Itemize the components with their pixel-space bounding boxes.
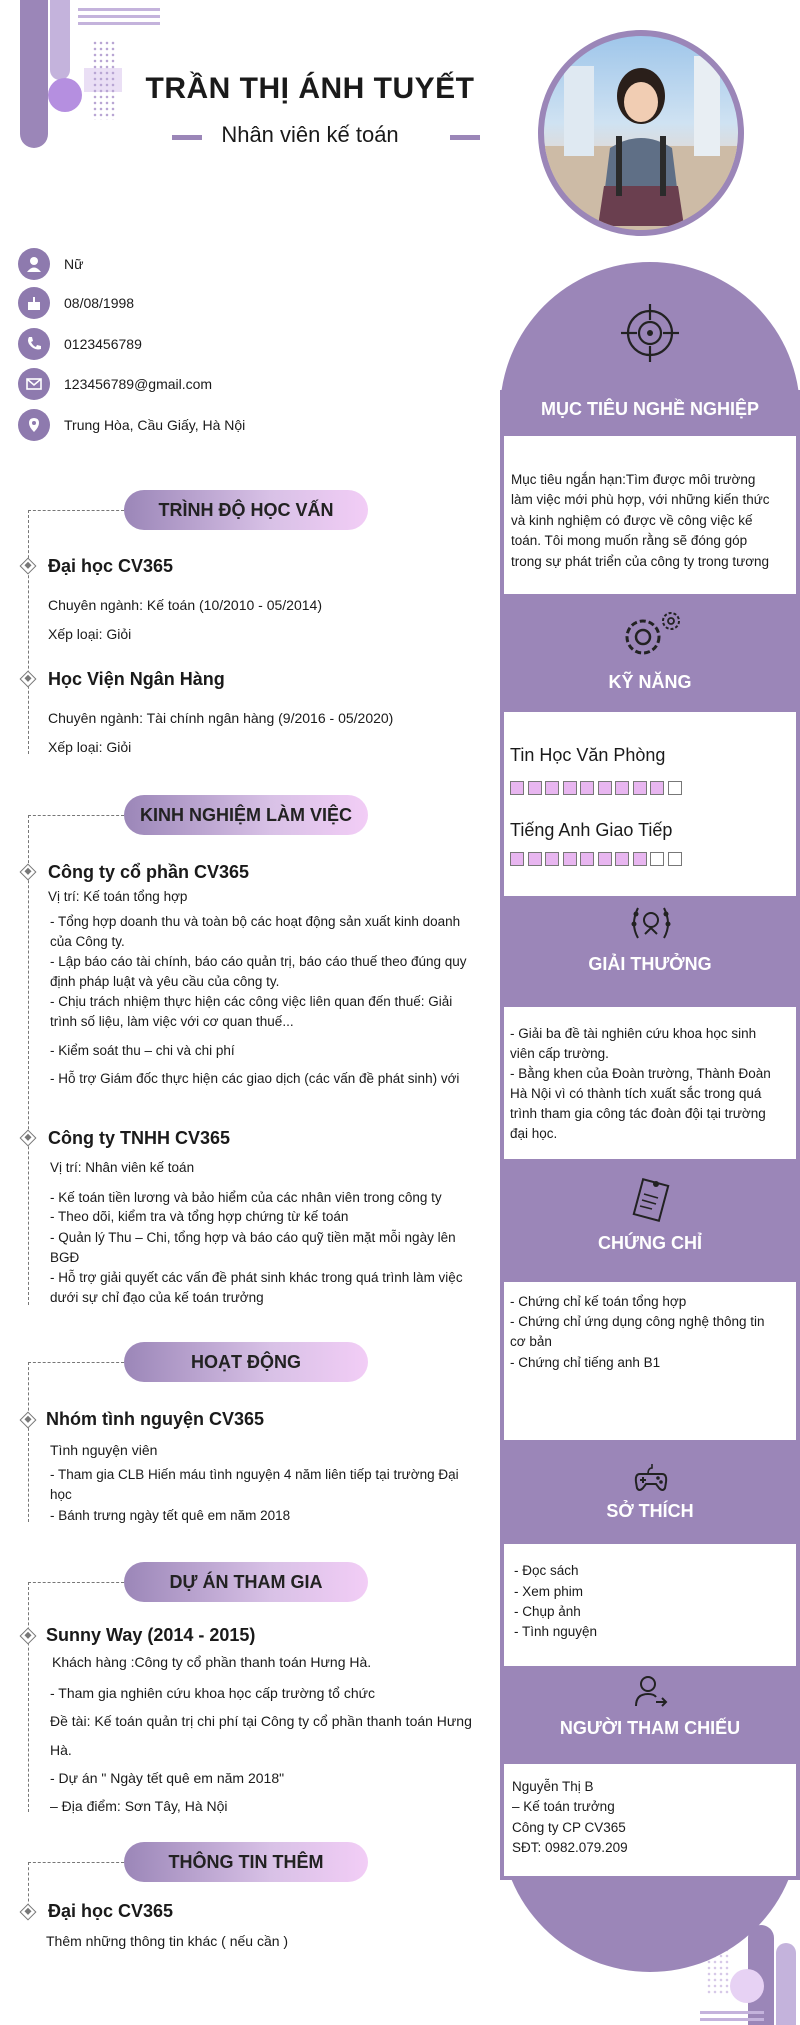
company-2-duty: - Theo dõi, kiểm tra và tổng hợp chứng từ kế toán <box>50 1209 349 1224</box>
company-2-duty: BGĐ <box>50 1250 80 1265</box>
company-1-duty: - Hỗ trợ Giám đốc thực hiện các giao dịch (các vấn đề phát sinh) với <box>50 1071 460 1086</box>
company-2-name: Công ty TNHH CV365 <box>48 1128 231 1148</box>
timeline-line <box>28 510 29 754</box>
timeline-marker <box>20 1130 37 1147</box>
dob-text: 08/08/1998 <box>64 295 135 311</box>
project-client: Khách hàng :Công ty cổ phần thanh toán Hưng Hà. <box>52 1654 372 1670</box>
objective-line: Mục tiêu ngắn hạn:Tìm được môi trường <box>511 472 756 487</box>
company-1-duty: của Công ty. <box>50 934 125 949</box>
title-line-right <box>450 135 480 140</box>
candidate-name: TRẦN THỊ ÁNH TUYẾT <box>145 72 475 105</box>
certificate-line: - Chứng chỉ ứng dụng công nghệ thông tin <box>510 1314 765 1329</box>
activity-role: Tình nguyện viên <box>50 1442 158 1458</box>
address-text: Trung Hòa, Cầu Giấy, Hà Nội <box>64 417 246 433</box>
timeline-marker <box>20 671 37 688</box>
laurel-icon <box>628 900 674 949</box>
education-major-2: Chuyên ngành: Tài chính ngân hàng (9/2016 - 05/2020) <box>48 710 394 726</box>
gender-text: Nữ <box>64 256 84 272</box>
project-detail: – Địa điểm: Sơn Tây, Hà Nội <box>50 1798 228 1814</box>
extra-school: Đại học CV365 <box>48 1901 174 1921</box>
hobby-item: - Đọc sách <box>514 1563 579 1578</box>
timeline-connector <box>28 1582 124 1583</box>
activity-detail: học <box>50 1487 72 1502</box>
hobby-item: - Xem phim <box>514 1584 584 1599</box>
objective-line: làm việc mới phù hợp, với những kiến thức <box>511 492 770 507</box>
timeline-marker <box>20 864 37 881</box>
timeline-line <box>28 1582 29 1812</box>
skill-name-2: Tiếng Anh Giao Tiếp <box>510 820 673 840</box>
reference-line: – Kế toán trưởng <box>512 1799 615 1814</box>
reference-line: Nguyễn Thị B <box>512 1779 594 1794</box>
extra-heading: THÔNG TIN THÊM <box>124 1842 368 1882</box>
timeline-connector <box>28 815 124 816</box>
objective-line: và kinh nghiệm có được về công việc kế <box>511 513 753 528</box>
contact-address <box>18 409 245 441</box>
award-line: - Giải ba đề tài nghiên cứu khoa học sinh <box>510 1026 757 1041</box>
skill-level-square <box>650 781 664 795</box>
skill-level-square <box>580 781 594 795</box>
contact-dob <box>18 287 134 319</box>
award-line: Hà Nội vì có thành tích xuất sắc trong quá <box>510 1086 762 1101</box>
skill-level-square <box>545 781 559 795</box>
extra-note: Thêm những thông tin khác ( nếu cần ) <box>46 1933 289 1949</box>
award-line: viên cấp trường. <box>510 1046 609 1061</box>
hobby-item: - Chụp ảnh <box>514 1604 581 1619</box>
skill-level-square <box>528 852 542 866</box>
skill-level-square <box>580 852 594 866</box>
timeline-connector <box>28 1862 124 1863</box>
timeline-line <box>28 1362 29 1522</box>
phone-text[interactable]: 0123456789 <box>64 336 142 352</box>
crosshair-icon <box>619 302 681 369</box>
skill-level-square <box>615 852 629 866</box>
skill-level-square <box>563 781 577 795</box>
company-1-duty: - Tổng hợp doanh thu và toàn bộ các hoạt động sản xuất kinh doanh <box>50 914 461 929</box>
timeline-marker <box>20 1628 37 1645</box>
project-detail: Đề tài: Kế toán quản trị chi phí tại Công ty cổ phần thanh toán Hưng <box>50 1713 472 1729</box>
skill-level-square <box>510 852 524 866</box>
project-detail: - Tham gia nghiên cứu khoa học cấp trường tổ chức <box>50 1685 375 1701</box>
activities-heading: HOẠT ĐỘNG <box>124 1342 368 1382</box>
company-2-duty: - Kế toán tiền lương và bảo hiểm của các nhân viên trong công ty <box>50 1190 442 1205</box>
company-1-duty: - Lập báo cáo tài chính, báo cáo quản trị, báo cáo thuế theo đúng quy <box>50 954 467 969</box>
references-heading: NGƯỜI THAM CHIẾU <box>510 1708 790 1748</box>
skills-heading: KỸ NĂNG <box>510 662 790 702</box>
company-1-duty: định pháp luật và yêu cầu của công ty. <box>50 974 280 989</box>
profile-photo <box>538 30 744 236</box>
company-1-position: Vị trí: Kế toán tổng hợp <box>48 889 188 904</box>
skill-level-square <box>563 852 577 866</box>
timeline-connector <box>28 1362 124 1363</box>
experience-heading: KINH NGHIỆM LÀM VIỆC <box>124 795 368 835</box>
awards-heading: GIẢI THƯỞNG <box>510 944 790 984</box>
project-name: Sunny Way (2014 - 2015) <box>46 1625 256 1645</box>
skill-level-square <box>650 852 664 866</box>
education-rank-1: Xếp loại: Giỏi <box>48 626 132 642</box>
company-2-duty: - Hỗ trợ giải quyết các vấn đề phát sinh khác trong quá trình làm việc <box>50 1270 463 1285</box>
timeline-marker <box>20 558 37 575</box>
company-2-duty: dưới sự chỉ đạo của kế toán trưởng <box>50 1290 264 1305</box>
certificates-heading: CHỨNG CHỈ <box>510 1223 790 1263</box>
skill-level-square <box>598 781 612 795</box>
timeline-connector <box>28 510 124 511</box>
project-detail: - Dự án " Ngày tết quê em năm 2018" <box>50 1770 285 1786</box>
skill-level-square <box>633 781 647 795</box>
activity-detail: - Bánh trưng ngày tết quê em năm 2018 <box>50 1508 291 1523</box>
activity-detail: - Tham gia CLB Hiến máu tình nguyện 4 năm liên tiếp tại trường Đại <box>50 1467 459 1482</box>
objective-line: trong sự phát triển của công ty trong tương <box>511 554 770 569</box>
company-1-duty: - Kiểm soát thu – chi và chi phí <box>50 1043 235 1058</box>
map-pin-icon <box>18 409 50 441</box>
user-icon <box>18 248 50 280</box>
certificate-line: cơ bản <box>510 1334 552 1349</box>
education-heading: TRÌNH ĐỘ HỌC VẤN <box>124 490 368 530</box>
company-1-name: Công ty cổ phần CV365 <box>48 862 250 882</box>
skill-level-square <box>668 852 682 866</box>
birthday-cake-icon <box>18 287 50 319</box>
company-2-position: Vị trí: Nhân viên kế toán <box>50 1160 195 1175</box>
certificate-line: - Chứng chỉ tiếng anh B1 <box>510 1355 661 1370</box>
gears-icon <box>615 605 685 668</box>
skill-level-square <box>615 781 629 795</box>
timeline-marker <box>20 1904 37 1921</box>
skill-level-square <box>510 781 524 795</box>
certificate-line: - Chứng chỉ kế toán tổng hợp <box>510 1294 687 1309</box>
mail-icon <box>18 368 50 400</box>
skill-level-square <box>528 781 542 795</box>
skill-name-1: Tin Học Văn Phòng <box>510 745 666 765</box>
award-line: đại học. <box>510 1126 558 1141</box>
contact-gender <box>18 248 83 280</box>
skill-level-square <box>668 781 682 795</box>
education-school-2: Học Viện Ngân Hàng <box>48 669 225 689</box>
timeline-marker <box>20 1412 37 1429</box>
job-title: Nhân viên kế toán <box>221 122 399 147</box>
timeline-line <box>28 815 29 1305</box>
activity-org: Nhóm tình nguyện CV365 <box>46 1409 265 1429</box>
company-2-duty: - Quản lý Thu – Chi, tổng hợp và báo cáo quỹ tiền mặt mỗi ngày lên <box>50 1230 456 1245</box>
reference-line: SĐT: 0982.079.209 <box>512 1840 628 1855</box>
reference-line: Công ty CP CV365 <box>512 1820 626 1835</box>
award-line: - Bằng khen của Đoàn trường, Thành Đoàn <box>510 1066 771 1081</box>
projects-heading: DỰ ÁN THAM GIA <box>124 1562 368 1602</box>
phone-icon <box>18 328 50 360</box>
education-rank-2: Xếp loại: Giỏi <box>48 739 132 755</box>
objective-heading: MỤC TIÊU NGHỀ NGHIỆP <box>500 390 800 428</box>
skill-bar-2 <box>510 852 685 871</box>
award-line: trình tham gia công tác đoàn đội tại trường <box>510 1106 766 1121</box>
objective-line: toán. Tôi mong muốn rằng sẽ đóng góp <box>511 533 748 548</box>
contact-email <box>18 368 212 400</box>
company-1-duty: - Chịu trách nhiệm thực hiện các công việc liên quan đến thuế: Giải <box>50 994 453 1009</box>
contact-phone <box>18 328 142 360</box>
skill-level-square <box>598 852 612 866</box>
company-1-duty: trình số liệu, làm việc với cơ quan thuế... <box>50 1014 294 1029</box>
hobby-item: - Tình nguyện <box>514 1624 598 1639</box>
project-detail: Hà. <box>50 1742 72 1758</box>
skill-level-square <box>545 852 559 866</box>
hobbies-heading: SỞ THÍCH <box>510 1491 790 1531</box>
skill-level-square <box>633 852 647 866</box>
education-major-1: Chuyên ngành: Kế toán (10/2010 - 05/2014) <box>48 597 322 613</box>
skill-bar-1 <box>510 781 685 800</box>
education-school-1: Đại học CV365 <box>48 556 174 576</box>
email-text[interactable]: 123456789@gmail.com <box>64 376 213 392</box>
